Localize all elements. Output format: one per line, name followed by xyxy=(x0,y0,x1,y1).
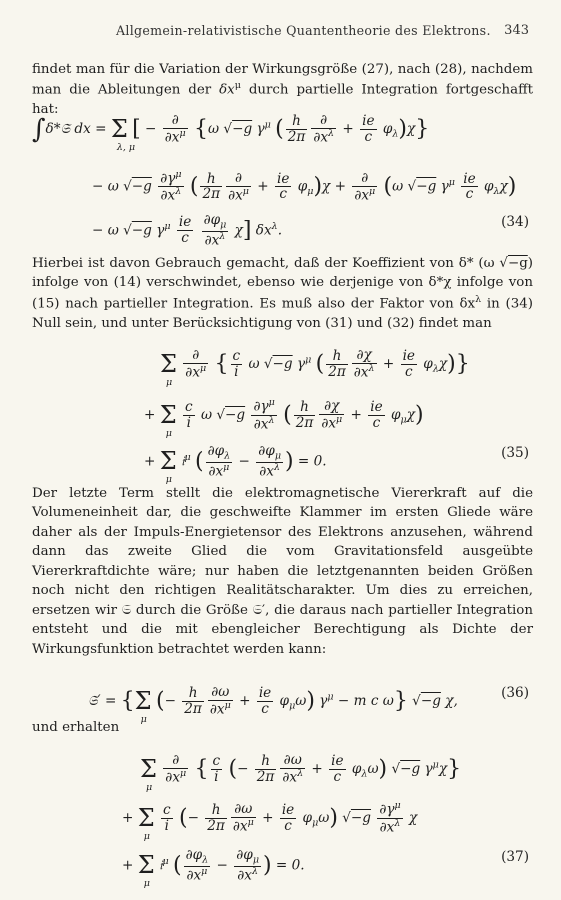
running-title: Allgemein-relativistische Quantentheorie des Elektrons. xyxy=(116,23,491,38)
paragraph-intro: findet man für die Variation der Wirkungsgröße (27), nach (28), nachdem man die Ableitungen der $\delta x^\mu$ durch partielle Integration fortgeschafft hat: xyxy=(32,62,533,118)
page-number: 343 xyxy=(504,23,529,38)
equation-34-number: (34) xyxy=(501,214,529,230)
paragraph-result-intro: und erhalten xyxy=(32,720,120,735)
equation-37-line-3: + Σ μ 𝔦$^\mu$ ( $\frac{\partial\varphi_\lambda}{\partial x^\mu}$ − $\frac{\partial\varphi_\mu}{\partial x^\lambda}$ ) = 0. (37) xyxy=(122,847,529,890)
equation-35-line-2: + Σ μ $\frac{c}{i}$ ω √−g $\frac{\partial\gamma^\mu}{\partial x^\lambda}$ ( $\frac{h}{2\pi}$ $\frac{\partial\chi}{\partial x^\mu}$ + $\frac{ie}{c}$ $\varphi_\mu\chi$) xyxy=(144,397,424,439)
page xyxy=(32,0,533,900)
equation-37-line-2: + Σ μ $\frac{c}{i}$ (− $\frac{h}{2\pi}$ $\frac{\partial\omega}{\partial x^\mu}$ + $\frac{ie}{c}$ $\varphi_\mu\omega$) √−g $\frac{\partial\gamma^\mu}{\partial x^\lambda}$ χ xyxy=(122,800,418,842)
equation-35-line-3: + Σ μ 𝔦$^\mu$ ( $\frac{\partial\varphi_\lambda}{\partial x^\mu}$ − $\frac{\partial\varphi_\mu}{\partial x^\lambda}$ ) = 0. (35) xyxy=(144,443,529,486)
equation-36-number: (36) xyxy=(501,685,529,701)
paragraph-explanation: Hierbei ist davon Gebrauch gemacht, daß der Koeffizient von δ* (ω √−g) infolge von (14) verschwindet, ebenso wie derjenige von δ*χ infolge von (15) nach partieller Integration. Es muß also der Faktor von $\delta x^\lambda$ in (34) Null sein, und unter Berücksichtigung von (31) und (32) findet man xyxy=(32,256,533,331)
equation-34-line-1: ∫δ*𝔖 dx = Σ λ, μ [ − $\frac{\partial}{\partial x^\mu}$ {ω √−g $\gamma^\mu$ ( $\frac{h}{2\pi}$ $\frac{\partial}{\partial x^\lambda}$ + $\frac{ie}{c}$ $\varphi_\lambda)\chi$} xyxy=(32,112,430,153)
equation-36: 𝔖′ = {Σ μ (− $\frac{h}{2\pi}$ $\frac{\partial\omega}{\partial x^\mu}$ + $\frac{ie}{c}$ $\varphi_\mu\omega$) $\gamma^\mu - m$ c ω} √−g χ, (36) xyxy=(88,684,529,725)
equation-35-number: (35) xyxy=(501,445,529,461)
page-header xyxy=(32,22,533,42)
equation-34-line-2: − ω √−g $\frac{\partial\gamma^\mu}{\partial x^\lambda}$ ( $\frac{h}{2\pi}$ $\frac{\partial}{\partial x^\mu}$ + $\frac{ie}{c}$ $\varphi_\mu)\chi$ + $\frac{\partial}{\partial x^\mu}$ (ω √−g $\gamma^\mu$ $\frac{ie}{c}$ $\varphi_\lambda\chi$) xyxy=(92,169,517,205)
equation-34-line-3: − ω √−g $\gamma^\mu$ $\frac{ie}{c}$ $\frac{\partial\varphi_\mu}{\partial x^\lambda}$ χ] $\delta x^\lambda$. (34) xyxy=(92,212,529,249)
equation-37-number: (37) xyxy=(501,849,529,865)
equation-35-line-1: Σ μ $\frac{\partial}{\partial x^\mu}$ { $\frac{c}{i}$ ω √−g $\gamma^\mu$ ( $\frac{h}{2\pi}$ $\frac{\partial\chi}{\partial x^\lambda}$ + $\frac{ie}{c}$ $\varphi_\lambda\chi$)} xyxy=(160,347,470,388)
equation-37-line-1: Σ μ $\frac{\partial}{\partial x^\mu}$ { $\frac{c}{i}$ (− $\frac{h}{2\pi}$ $\frac{\partial\omega}{\partial x^\lambda}$ + $\frac{ie}{c}$ $\varphi_\lambda\omega$) √−g $\gamma^\mu\chi$} xyxy=(140,752,462,793)
paragraph-interpretation: Der letzte Term stellt die elektromagnetische Viererkraft auf die Volumeneinheit dar, die geschweifte Klammer im ersten Gliede wäre daher als der Impuls-Energietensor des Elektrons anzusehen, während dann das zweite Glied die vom Gravitationsfeld ausgeübte Viererkraftdichte wäre; nur haben die letztgenannten beiden Größen noch nicht den richtigen Realitätscharakter. Um dies zu erreichen, ersetzen wir 𝔖 durch die Größe 𝔖′, die daraus nach partieller Integration entsteht und die mit ebengleicher Berechtigung als Dichte der Wirkungsfunktion betrachtet werden kann: xyxy=(32,486,533,657)
